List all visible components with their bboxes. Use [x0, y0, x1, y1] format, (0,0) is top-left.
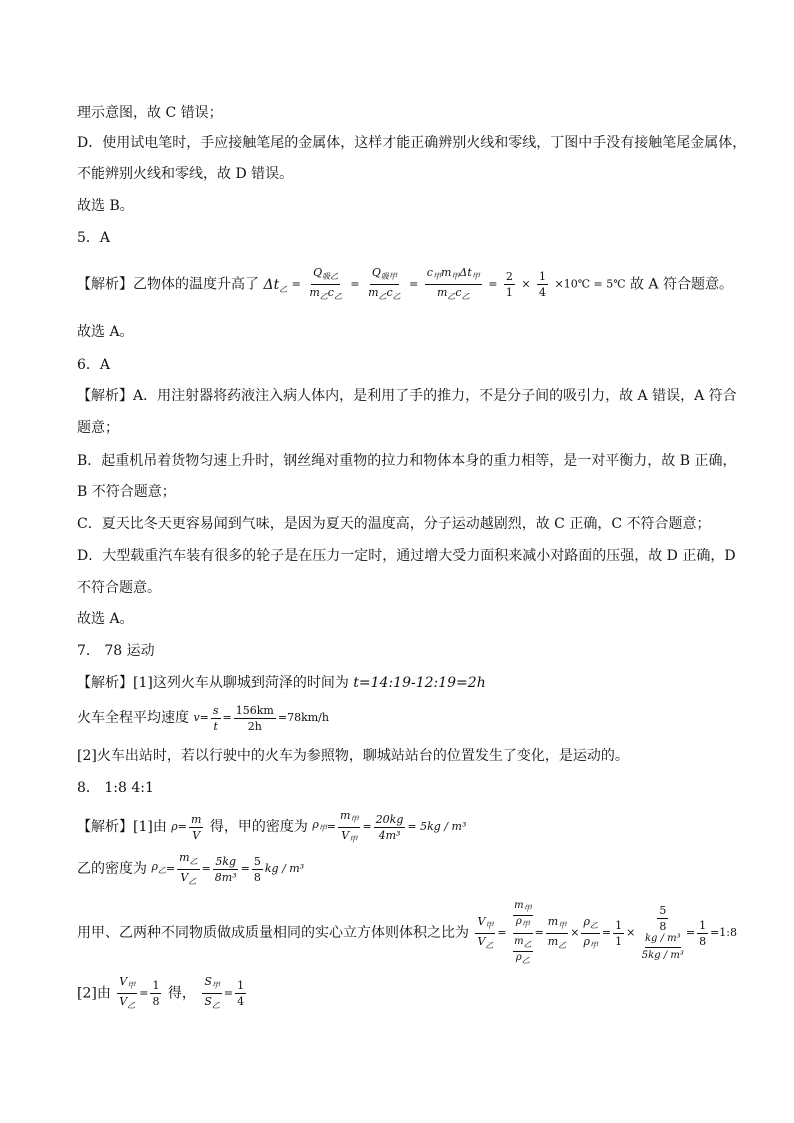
- text-fragment: 故 A 符合题意。: [629, 276, 733, 293]
- text-line: B 不符合题意；: [77, 484, 176, 500]
- text-line: B．起重机吊着货物匀速上升时，钢丝绳对重物的拉力和物体本身的重力相等，是一对平衡力，故 B 正确，: [77, 453, 737, 469]
- text-fragment: 用甲、乙两种不同物质做成质量相同的实心立方体则体积之比为: [77, 925, 469, 941]
- text-fragment: 乙的密度为: [77, 861, 147, 877]
- math-result: ×10℃ = 5℃: [554, 277, 626, 291]
- math-result: 1:8: [719, 926, 737, 939]
- math-symbol: =: [326, 820, 337, 833]
- math-symbol: =: [710, 926, 720, 939]
- fraction: $\frac{m_甲}{m_乙}$: [547, 914, 567, 950]
- question-answer-8: 8． 1:8 4:1: [77, 780, 154, 796]
- fraction: $\frac{m}{V}$: [190, 812, 202, 842]
- fraction: $\frac{s}{t}$: [212, 703, 219, 733]
- fraction: $\frac{156km}{2h}$: [235, 703, 274, 733]
- compound-fraction: $m_甲$ $\rho_甲$ $m_乙$ $\rho_乙$: [514, 899, 532, 965]
- math-expression: t=14:19-12:19=2h: [353, 675, 486, 691]
- density-yi-line: [77, 850, 304, 888]
- math-symbol: =: [685, 926, 696, 939]
- math-symbol: $\Delta t_乙$: [263, 276, 288, 294]
- text-line: 故选 A。: [77, 611, 134, 627]
- fraction: $\frac{1}{8}$: [699, 918, 707, 948]
- math-symbol: =: [223, 986, 234, 1000]
- question-answer-6: 6．A: [77, 357, 111, 373]
- math-symbol: =: [139, 986, 149, 1000]
- math-symbol: =: [350, 277, 360, 291]
- text-fragment: 【解析】[1]由: [77, 819, 167, 835]
- math-symbol: =: [165, 862, 176, 875]
- area-ratio-line: [77, 975, 248, 1012]
- math-symbol: =: [497, 926, 507, 939]
- math-symbol: =: [488, 277, 498, 291]
- fraction: $\frac{1}{1}$: [615, 918, 623, 948]
- fraction: $\frac{20kg}{\text{4m³}}$: [375, 812, 404, 842]
- text-line: 故选 A。: [77, 324, 134, 340]
- volume-ratio-line: [77, 895, 737, 971]
- fraction: $\frac{5}{8}$: [253, 854, 261, 884]
- density-equation-line: [77, 808, 466, 846]
- math-symbol: =: [177, 820, 187, 833]
- fraction: $\frac{S_甲}{S_乙}$: [204, 975, 220, 1010]
- fraction: $\frac{V_甲}{V_乙}$: [477, 914, 494, 950]
- math-result: = 5kg / m³: [407, 820, 467, 833]
- math-symbol: =: [240, 862, 250, 875]
- text-fragment: [2]由: [77, 985, 111, 1002]
- math-symbol: $\rho_乙$: [151, 860, 166, 875]
- math-symbol: ×: [626, 926, 636, 939]
- text-fragment: 【解析】[1]这列火车从聊城到菏泽的时间为: [77, 675, 354, 691]
- fraction: $\frac{m_乙}{V_乙}$: [179, 850, 198, 886]
- text-line: D．使用试电笔时，手应接触笔尾的金属体，这样才能正确辨别火线和零线，丁图中手没有接触笔尾金属体，: [77, 135, 747, 151]
- fraction: $\frac{1}{8}$: [152, 979, 160, 1008]
- math-symbol: =: [601, 926, 612, 939]
- math-symbol: v: [193, 711, 200, 724]
- fraction: $\frac{5kg}{\text{8m³}}$: [214, 854, 237, 884]
- math-symbol: =: [534, 926, 544, 939]
- text-line: 题意；: [77, 420, 119, 436]
- text-line: 不能辨别火线和零线，故 D 错误。: [77, 166, 294, 182]
- fraction: $\frac{m_甲}{V_甲}$: [340, 808, 359, 844]
- question-answer-5: 5．A: [77, 230, 111, 246]
- math-symbol: =: [362, 820, 372, 833]
- text-fragment: 【解析】乙物体的温度升高了: [77, 276, 259, 293]
- heat-equation-line: [77, 266, 733, 307]
- fraction: $\frac{Q_{吸乙}}{m_乙c_乙}$: [309, 266, 342, 301]
- fraction: $\frac{1}{4}$: [539, 270, 547, 299]
- math-symbol: =: [291, 277, 301, 291]
- fraction: $\frac{c_甲m_甲\Delta t_甲}{m_乙c_乙}$: [426, 266, 480, 301]
- math-symbol: $\rho_甲$: [312, 818, 327, 833]
- math-symbol: =: [222, 711, 232, 724]
- text-line: 不符合题意。: [77, 580, 161, 596]
- fraction: $\frac{Q_{吸甲}}{m_乙c_乙}$: [368, 266, 401, 301]
- math-symbol: ρ: [171, 820, 178, 833]
- text-line: [2]火车出站时，若以行驶中的火车为参照物，聊城站站台的位置发生了变化，是运动的。: [77, 748, 629, 764]
- math-symbol: =: [199, 711, 209, 724]
- math-symbol: =: [409, 277, 419, 291]
- speed-equation-line: [77, 702, 329, 734]
- text-fragment: 火车全程平均速度: [77, 710, 189, 726]
- text-line: 故选 B。: [77, 198, 134, 214]
- fraction: $\frac{2}{1}$: [505, 270, 513, 299]
- compound-fraction: $\frac{5}{8}$ kg / m³ 5kg / m³: [641, 904, 684, 961]
- question-answer-7: 7． 78 运动: [77, 643, 155, 659]
- fraction: $\frac{1}{4}$: [237, 979, 245, 1008]
- math-symbol: ×: [570, 926, 580, 939]
- text-line: 理示意图，故 C 错误；: [77, 105, 223, 121]
- fraction: $\frac{V_甲}{V_乙}$: [119, 975, 136, 1010]
- text-line: D．大型载重汽车装有很多的轮子是在压力一定时，通过增大受力面积来减小对路面的压强，故 D 正确，D: [77, 548, 736, 564]
- text-line: 【解析】A．用注射器将药液注入病人体内，是利用了手的推力，不是分子间的吸引力，故 A 错误，A 符合: [77, 388, 737, 404]
- math-unit: kg / m³: [264, 862, 305, 875]
- text-line: [77, 673, 486, 693]
- text-fragment: 得，: [167, 985, 196, 1002]
- math-symbol: ×: [521, 277, 531, 291]
- text-line: C．夏天比冬天更容易闻到气味，是因为夏天的温度高，分子运动越剧烈，故 C 正确，C 不符合题意；: [77, 516, 711, 532]
- math-result: =78km/h: [277, 711, 329, 724]
- fraction: $\frac{\rho_乙}{\rho_甲}$: [583, 914, 598, 950]
- text-fragment: 得，甲的密度为: [209, 819, 308, 835]
- math-symbol: =: [201, 862, 211, 875]
